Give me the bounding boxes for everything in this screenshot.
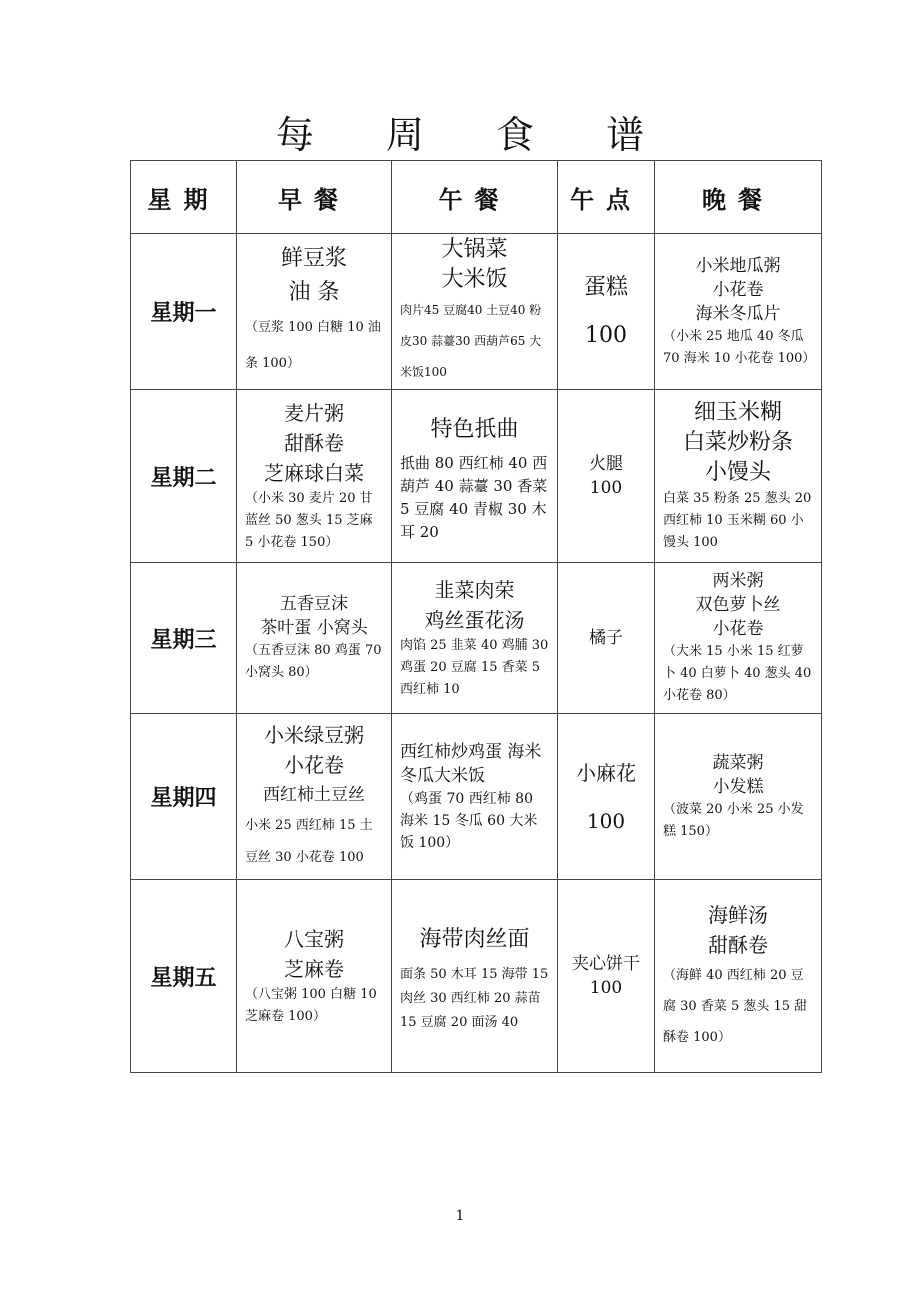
dish: 麦片粥 [284,401,344,425]
snack-cell [558,880,655,1073]
lunch-cell [392,234,558,390]
header-row [131,161,822,234]
lunch-cell [392,880,558,1073]
dish: 火腿 [589,454,623,474]
lunch-cell [392,563,558,714]
ingredient-note: 面条 50 木耳 15 海带 15 肉丝 30 西红柿 20 蒜苗 15 豆腐 20 面汤 40 [400,967,549,1030]
dish: 小花卷 [712,279,764,300]
page-number: 1 [455,1208,465,1224]
dish: 100 [589,978,623,998]
dish: 韭菜肉荣 [434,578,515,602]
dinner-cell [655,390,822,563]
dish: 夹心饼干 [572,954,640,974]
snack-cell [558,714,655,880]
ingredient-note: （大米 15 小米 15 红萝卜 40 白萝卜 40 葱头 40 小花卷 80） [663,644,812,703]
dish: 西红柿土豆丝 [263,784,365,805]
dish: 甜酥卷 [284,431,344,455]
dish: 大米饭 [441,267,508,292]
header-snack: 午点 [558,161,655,234]
ingredient-note: （鸡蛋 70 西红柿 80 海米 15 冬瓜 60 大米饭 100） [400,790,538,851]
dish: 蛋糕 [583,274,628,300]
dish: 小麻花 [576,760,636,785]
day-label: 星期四 [131,714,237,880]
dish: 双色萝卜丝 [695,595,781,615]
header-day: 星期 [131,161,237,234]
breakfast-cell [237,714,392,880]
dish: 小米绿豆粥 [264,722,364,747]
dish: 西红柿炒鸡蛋 海米冬瓜大米饭 [400,741,542,786]
dish: 五香豆沫 [280,594,348,614]
dish: 鸡丝蛋花汤 [424,608,525,632]
dish: 100 [589,478,623,498]
dish: 小馒头 [704,460,771,485]
ingredient-note: （八宝粥 100 白糖 10 芝麻卷 100） [245,987,377,1024]
table-row [131,880,822,1073]
snack-cell [558,234,655,390]
weekly-menu-table [130,160,822,1073]
day-label: 星期三 [131,563,237,714]
ingredient-note: 白菜 35 粉条 25 葱头 20 西红柿 10 玉米糊 60 小馒头 100 [663,491,812,550]
dish: 小花卷 [284,752,344,777]
dish: 两米粥 [712,571,764,591]
dish: 小米地瓜粥 [695,255,781,276]
dinner-cell [655,563,822,714]
dish: 油 条 [288,279,340,305]
ingredient-note: 肉馅 25 韭菜 40 鸡脯 30 鸡蛋 20 豆腐 15 香菜 5 西红柿 10 [400,638,549,697]
ingredient-note: （海鲜 40 西红柿 20 豆腐 30 香菜 5 葱头 15 甜酥卷 100） [663,967,808,1045]
table-row [131,563,822,714]
header-breakfast: 早餐 [237,161,392,234]
breakfast-cell [237,234,392,390]
ingredient-note: （波菜 20 小米 25 小发糕 150） [663,801,804,839]
snack-cell [558,390,655,563]
snack-cell [558,563,655,714]
dish: 大锅菜 [441,237,508,262]
dinner-cell [655,714,822,880]
dish: 茶叶蛋 小窝头 [260,618,368,638]
lunch-cell [392,390,558,563]
day-label: 星期一 [131,234,237,390]
dish: 小花卷 [712,619,764,639]
dish: 海带肉丝面 [419,927,530,952]
ingredient-note: 肉片45 豆腐40 土豆40 粉皮30 蒜薹30 西葫芦65 大米饭100 [400,303,542,379]
day-label: 星期二 [131,390,237,563]
dish: 100 [585,322,627,348]
table-row [131,714,822,880]
breakfast-cell [237,390,392,563]
dinner-cell [655,234,822,390]
breakfast-cell [237,880,392,1073]
dish: 100 [586,808,626,833]
dish: 细玉米糊 [693,400,782,425]
dish: 鲜豆浆 [280,245,347,271]
dish: 特色扺曲 [430,417,519,442]
dish: 小发糕 [712,776,764,797]
page-title: 每 周 食 谱 [275,113,675,157]
dish: 橘子 [589,628,623,648]
dinner-cell [655,880,822,1073]
breakfast-cell [237,563,392,714]
ingredient-note: （豆浆 100 白糖 10 油条 100） [245,319,381,371]
dish: 海米冬瓜片 [695,303,781,324]
dish: 蔬菜粥 [712,752,764,773]
ingredient-note: 小米 25 西红柿 15 土豆丝 30 小花卷 100 [245,817,373,865]
dish: 芝麻球白菜 [264,461,364,485]
dish: 芝麻卷 [284,957,344,981]
table-row [131,234,822,390]
lunch-cell [392,714,558,880]
day-label: 星期五 [131,880,237,1073]
table-row [131,390,822,563]
dish: 白菜炒粉条 [682,430,793,455]
ingredient-note: （五香豆沫 80 鸡蛋 70 小窝头 80） [245,643,382,680]
dish: 甜酥卷 [708,932,768,957]
ingredient-note: 扺曲 80 西红柿 40 西葫芦 40 蒜薹 30 香菜 5 豆腐 40 青椒 30 木耳 20 [400,454,548,541]
dish: 海鲜汤 [708,902,768,927]
header-lunch: 午餐 [392,161,558,234]
ingredient-note: （小米 30 麦片 20 甘蓝丝 50 葱头 15 芝麻 5 小花卷 150） [245,491,373,550]
dish: 八宝粥 [284,927,344,951]
header-dinner: 晚餐 [655,161,822,234]
ingredient-note: （小米 25 地瓜 40 冬瓜 70 海米 10 小花卷 100） [663,328,816,366]
